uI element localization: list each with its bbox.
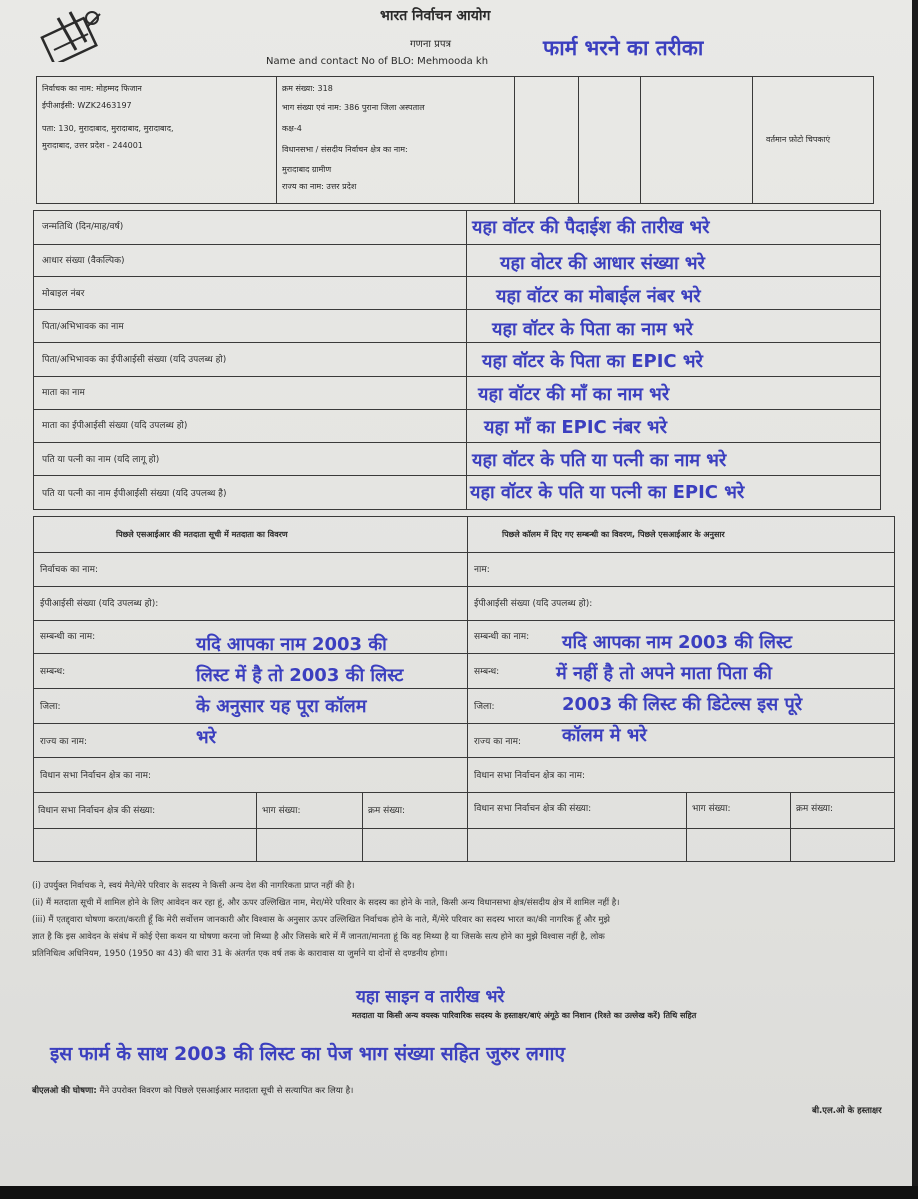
rel-relative-name-label: सम्बन्धी का नाम: (474, 632, 530, 642)
rel-part-number-label: भाग संख्या: (692, 804, 731, 814)
sir-left-note-2: लिस्ट में है तो 2003 की लिस्ट (196, 665, 404, 686)
voter-address-line: पता: 130, मुरादाबाद, मुरादाबाद, मुरादाबाद, (42, 124, 174, 133)
constituency-label: विधानसभा / संसदीय निर्वाचन क्षेत्र का नाम: (282, 145, 408, 154)
eci-logo-icon (40, 6, 108, 62)
sir-left-note-1: यदि आपका नाम 2003 की (196, 634, 387, 655)
serial-number-line: क्रम संख्या: 318 (282, 84, 333, 93)
blo-contact: Name and contact No of BLO: Mehmooda kh (266, 56, 489, 67)
part-number-line: भाग संख्या एवं नाम: 386 पुराना जिला अस्पताल (282, 103, 425, 112)
room-line: कक्ष-4 (282, 124, 302, 133)
rel-relation-label: सम्बन्ध: (474, 667, 500, 677)
declaration-4: ज्ञात है कि इस आवेदन के संबंध में कोई ऐसा कथन या घोषणा करना जो मिथ्या है और जिसके बारे में मैं जानता/मानता हूं कि वह मिथ्या है या जिसके सत्य होने का मुझे विश्वास नहीं है, लोक (32, 932, 605, 942)
page-title: भारत निर्वाचन आयोग (380, 8, 491, 24)
photo-border (0, 1186, 918, 1199)
voter-epic-line: ईपीआईसी: WZK2463197 (42, 101, 132, 110)
voter-info-box (36, 76, 874, 204)
sir-right-header: पिछले कॉलम में दिए गए सम्बन्धी का विवरण, पिछले एसआईआर के अनुसार (502, 530, 725, 539)
sir-relation-label: सम्बन्ध: (40, 667, 66, 677)
constituency-name: मुरादाबाद ग्रामीण (282, 165, 332, 174)
sir-right-note-3: 2003 की लिस्ट की डिटेल्स इस पूरे (562, 694, 803, 715)
dob-note: यहा वॉटर की पैदाईश की तारीख भरे (472, 217, 710, 238)
voter-name-line: निर्वाचक का नाम: मोहम्मद फिजान (42, 84, 142, 93)
mother-epic-label: माता का ईपीआईसी संख्या (यदि उपलब्ध हो) (42, 421, 188, 431)
signature-caption: मतदाता या किसी अन्य वयस्क पारिवारिक सदस्य के हस्ताक्षर/बाएं अंगूठे का निशान (रिश्ते का उल्लेख करें) तिथि सहित (352, 1011, 697, 1020)
dob-label: जन्मतिथि (दिन/माह/वर्ष) (42, 222, 124, 232)
blo-declaration-label: बीएलओ की घोषणा: (32, 1086, 97, 1096)
sir-right-note-2: में नहीं है तो अपने माता पिता की (556, 663, 772, 684)
sir-serial-number-label: क्रम संख्या: (368, 806, 406, 816)
sir-state-label: राज्य का नाम: (40, 737, 88, 747)
sir-right-note-4: कॉलम मे भरे (562, 725, 647, 746)
father-epic-note: यहा वॉटर के पिता का EPIC भरे (482, 351, 703, 372)
declaration-2: (ii) मैं मतदाता सूची में शामिल होने के लिए आवेदन कर रहा हूं, और ऊपर उल्लिखित नाम, मेरा/मेरे परिवार के सदस्य का होने के नाते, किसी अन्य विधानसभा क्षेत्र/संसदीय क्षेत्र में शामिल नहीं है। (32, 898, 620, 908)
spouse-name-label: पति या पत्नी का नाम (यदि लागू हो) (42, 455, 160, 465)
sir-district-label: जिला: (40, 702, 61, 712)
rel-name-label: नाम: (474, 565, 490, 575)
spouse-epic-label: पति या पत्नी का नाम ईपीआईसी संख्या (यदि उपलब्ध है) (42, 489, 227, 499)
spouse-epic-note: यहा वॉटर के पति या पत्नी का EPIC भरे (470, 482, 745, 503)
declaration-3: (iii) मैं एतद्द्वारा घोषणा करता/करती हूँ कि मेरी सर्वोत्तम जानकारी और विश्वास के अनुसार ऊपर उल्लिखित निर्वाचक होने के नाते, मैं/मेरे परिवार का सदस्य भारत का/की नागरिक हूँ और मुझे (32, 915, 610, 925)
sir-ac-number-label: विधान सभा निर्वाचन क्षेत्र की संख्या: (38, 806, 156, 816)
sir-constituency-label: विधान सभा निर्वाचन क्षेत्र का नाम: (40, 771, 152, 781)
sir-part-number-label: भाग संख्या: (262, 806, 301, 816)
sir-left-note-3: के अनुसार यह पूरा कॉलम (196, 696, 367, 717)
declaration-5: प्रतिनिधित्व अधिनियम, 1950 (1950 का 43) की धारा 31 के अंतर्गत एक वर्ष तक के कारावास या जुर्माने या दोनों से दण्डनीय होगा। (32, 949, 448, 959)
blo-declaration (32, 1085, 353, 1096)
rel-ac-number-label: विधान सभा निर्वाचन क्षेत्र की संख्या: (474, 804, 592, 814)
sir-right-note-1: यदि आपका नाम 2003 की लिस्ट (562, 632, 793, 653)
rel-constituency-label: विधान सभा निर्वाचन क्षेत्र का नाम: (474, 771, 586, 781)
rel-state-label: राज्य का नाम: (474, 737, 522, 747)
spouse-name-note: यहा वॉटर के पति या पत्नी का नाम भरे (472, 450, 727, 471)
state-line: राज्य का नाम: उत्तर प्रदेश (282, 182, 357, 191)
mobile-note: यहा वॉटर का मोबाईल नंबर भरे (496, 286, 701, 307)
photo-label: वर्तमान फ़ोटो चिपकाएं (766, 135, 831, 144)
sir-relative-name-label: सम्बन्धी का नाम: (40, 632, 96, 642)
attach-note: इस फार्म के साथ 2003 की लिस्ट का पेज भाग संख्या सहित जुरुर लगाए (50, 1043, 565, 1065)
blo-signature-label: बी.एल.ओ के हस्ताक्षर (812, 1106, 882, 1116)
mobile-label: मोबाइल नंबर (42, 289, 85, 299)
sir-epic-label: ईपीआईसी संख्या (यदि उपलब्ध हो): (40, 599, 159, 609)
voter-address-line-2: मुरादाबाद, उत्तर प्रदेश - 244001 (42, 141, 143, 150)
mother-epic-note: यहा माँ का EPIC नंबर भरे (484, 417, 667, 438)
aadhaar-note: यहा वोटर की आधार संख्या भरे (500, 253, 705, 274)
sir-voter-name-label: निर्वाचक का नाम: (40, 565, 98, 575)
sir-table (33, 516, 895, 862)
sign-note: यहा साइन व तारीख भरे (356, 987, 505, 1007)
sir-left-note-4: भरे (196, 727, 217, 748)
form-subtitle: गणना प्रपत्र (410, 39, 452, 50)
blo-declaration-text: मैंने उपरोक्त विवरण को पिछले एसआईआर मतदाता सूची से सत्यापित कर लिया है। (99, 1086, 354, 1096)
sir-left-header: पिछले एसआईआर की मतदाता सूची में मतदाता का विवरण (116, 530, 288, 539)
mother-name-note: यहा वॉटर की माँ का नाम भरे (478, 384, 670, 405)
father-name-label: पिता/अभिभावक का नाम (42, 322, 124, 332)
rel-district-label: जिला: (474, 702, 495, 712)
declaration-1: (i) उपर्युक्त निर्वाचक ने, स्वयं मैने/मेरे परिवार के सदस्य ने किसी अन्य देश की नागरिकता प्राप्त नहीं की है। (32, 881, 355, 891)
form-fill-note: फार्म भरने का तरीका (543, 36, 704, 60)
rel-epic-label: ईपीआईसी संख्या (यदि उपलब्ध हो): (474, 599, 593, 609)
rel-serial-number-label: क्रम संख्या: (796, 804, 834, 814)
father-name-note: यहा वॉटर के पिता का नाम भरे (492, 319, 693, 340)
aadhaar-label: आधार संख्या (वैकल्पिक) (42, 256, 125, 266)
father-epic-label: पिता/अभिभावक का ईपीआईसी संख्या (यदि उपलब्ध हो) (42, 355, 227, 365)
mother-name-label: माता का नाम (42, 388, 85, 398)
